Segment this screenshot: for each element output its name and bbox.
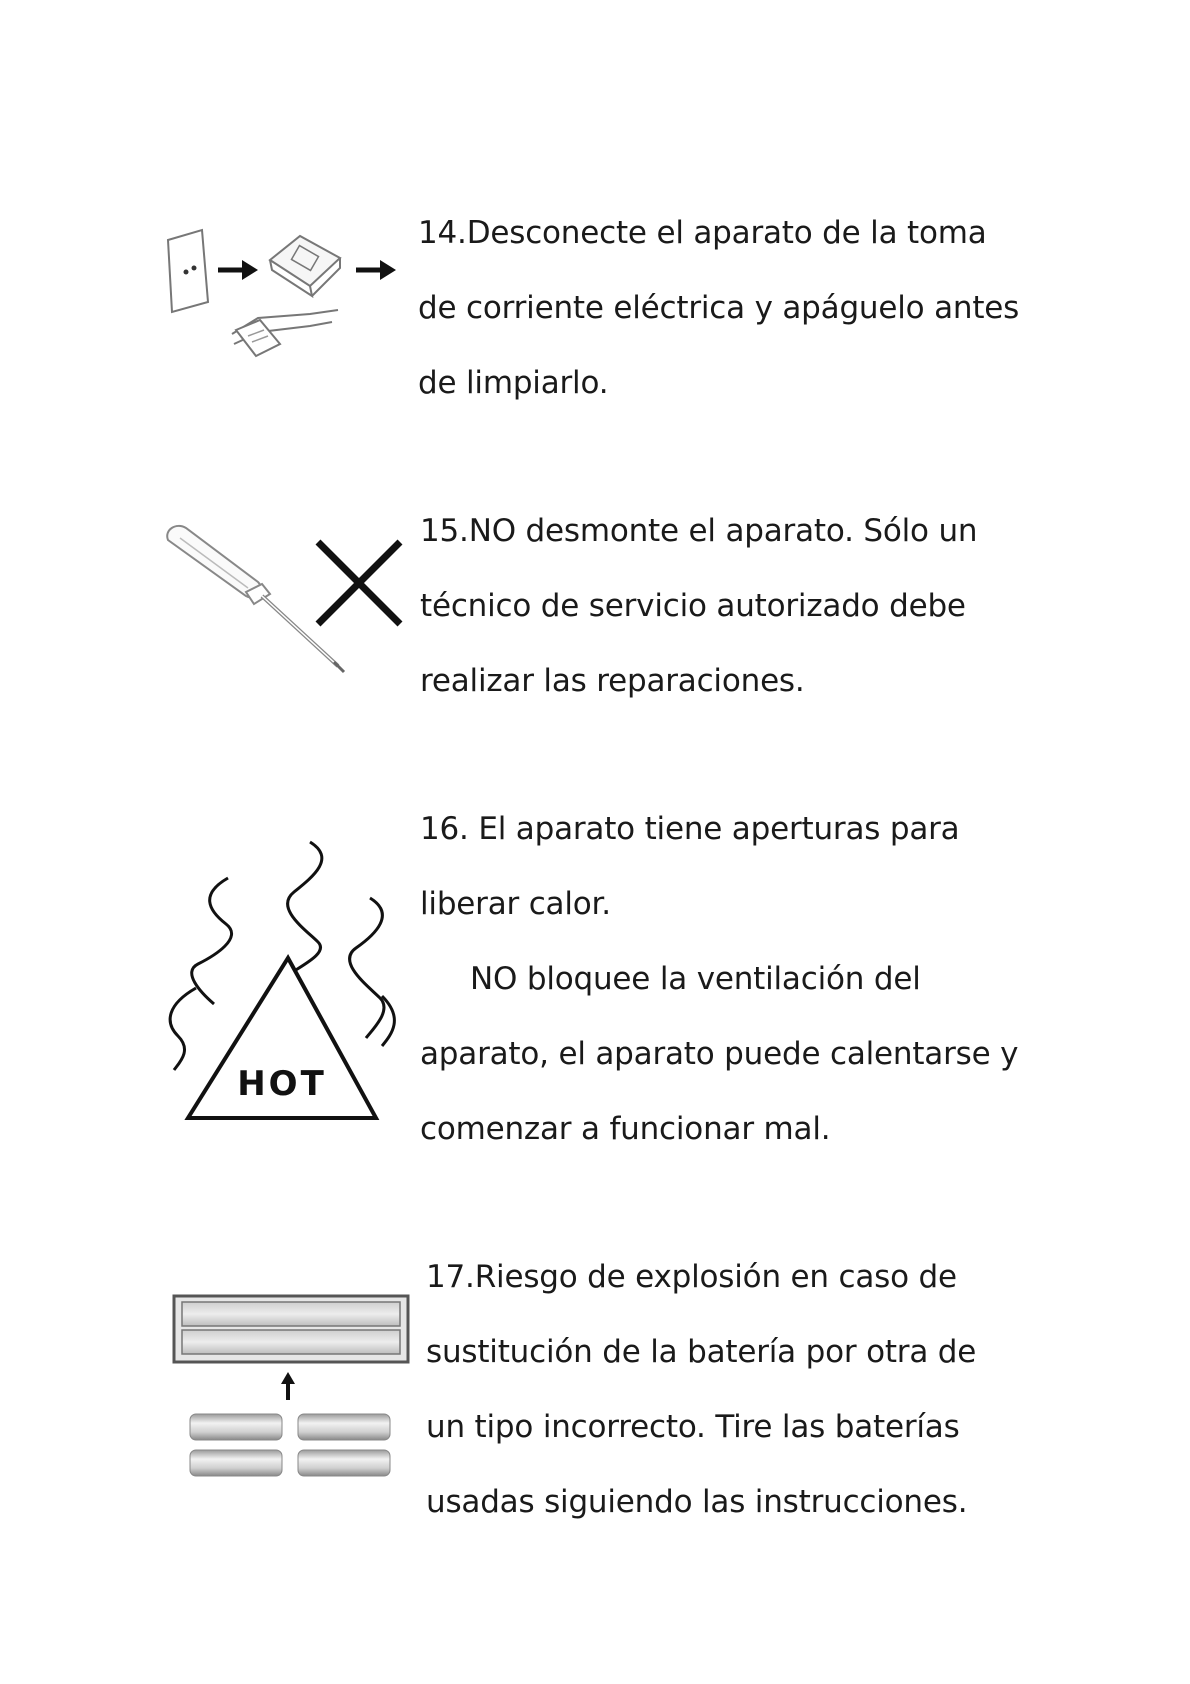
item-14-line-2: de corriente eléctrica y apáguelo antes [418,290,1020,326]
item-16-line-4: aparato, el aparato puede calentarse y [420,1036,1019,1072]
no-screwdriver-icon [162,520,412,680]
item-14-line-1: 14.Desconecte el aparato de la toma [418,215,987,251]
hot-label: HOT [237,1064,327,1104]
item-15-line-1: 15.NO desmonte el aparato. Sólo un [420,513,978,549]
item-14-text [418,196,1019,421]
item-16-text [420,792,1018,1167]
item-14-line-3: de limpiarlo. [418,365,609,401]
item-17-line-1: 17.Riesgo de explosión en caso de [426,1259,957,1295]
item-15-text [420,494,977,719]
battery-compartment-icon [170,1292,414,1492]
item-16-line-5: comenzar a funcionar mal. [420,1111,831,1147]
item-15-line-3: realizar las reparaciones. [420,663,805,699]
item-16-line-1: 16. El aparato tiene aperturas para [420,811,960,847]
hot-warning-icon [160,838,410,1128]
item-17-line-2: sustitución de la batería por otra de [426,1334,977,1370]
item-15-line-2: técnico de servicio autorizado debe [420,588,966,624]
unplug-and-wipe-icon [160,222,410,372]
item-17-line-3: un tipo incorrecto. Tire las baterías [426,1409,960,1445]
item-17-text [426,1240,976,1540]
item-16-line-2: liberar calor. [420,886,611,922]
item-17-line-4: usadas siguiendo las instrucciones. [426,1484,968,1520]
item-16-line-3: NO bloquee la ventilación del [470,961,921,997]
